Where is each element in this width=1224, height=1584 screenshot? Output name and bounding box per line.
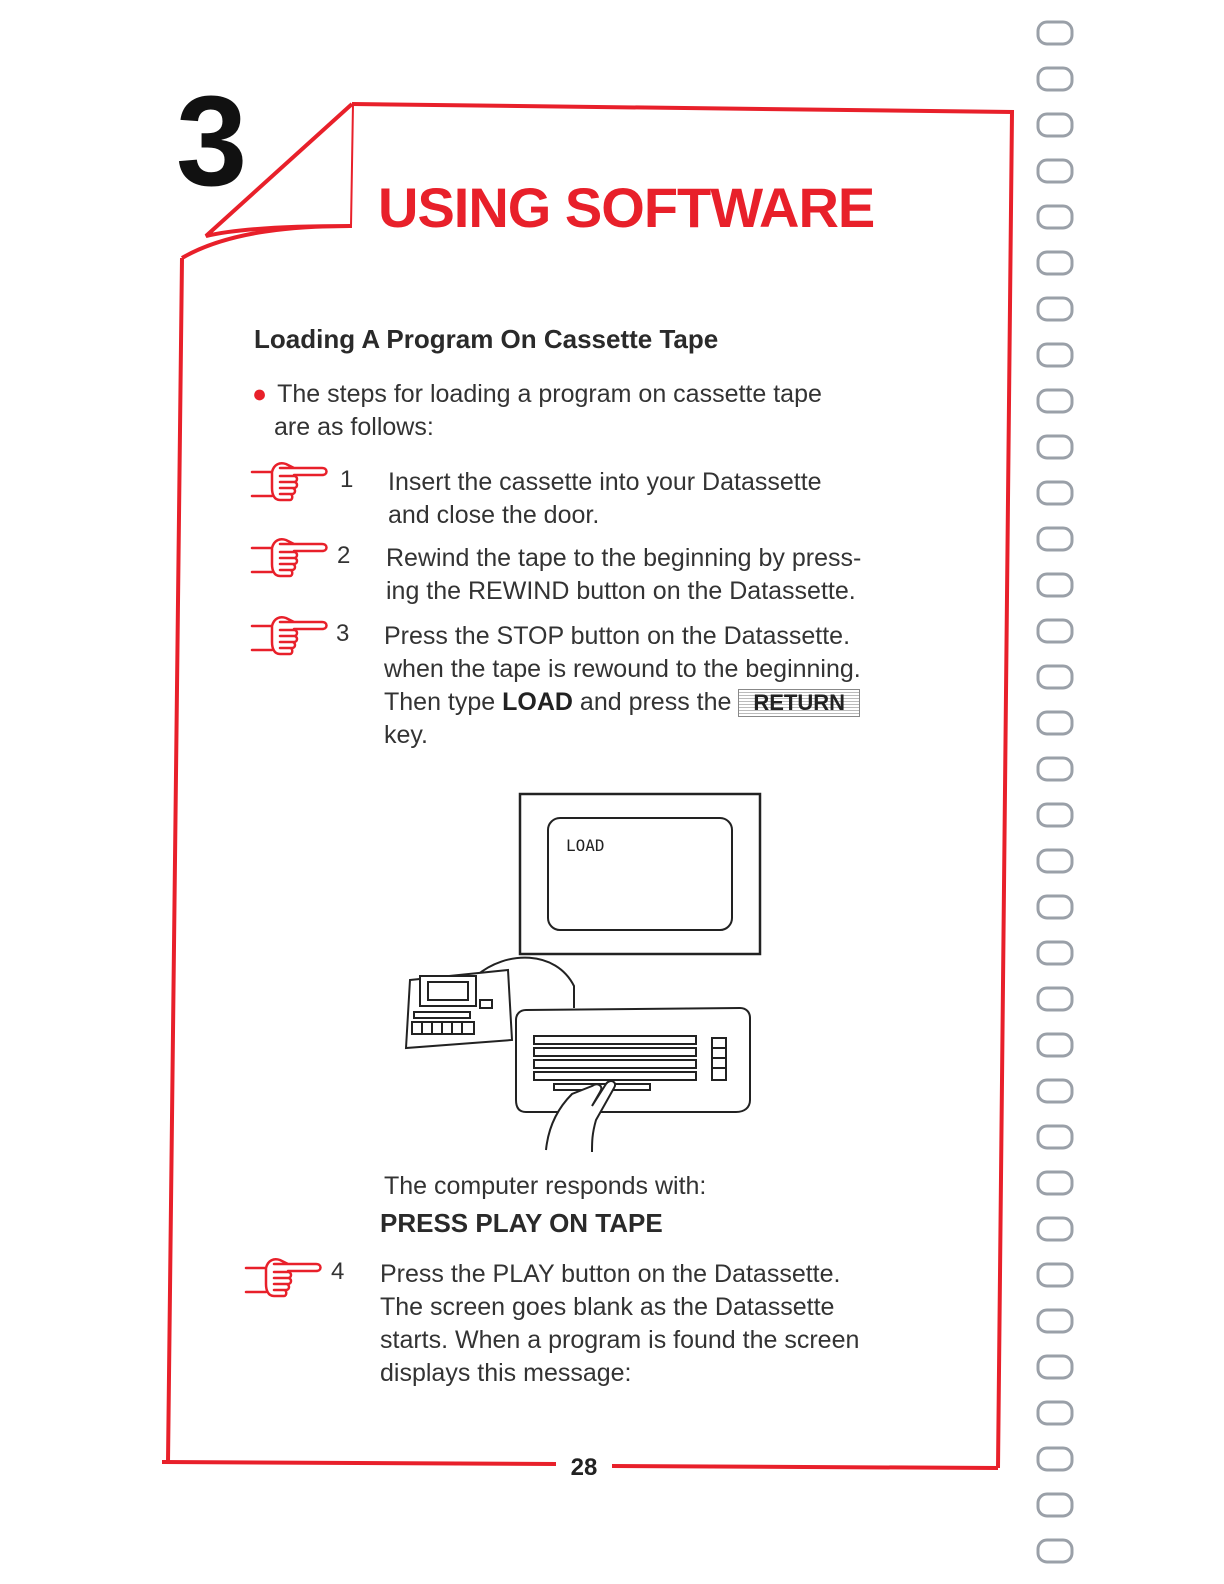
pointing-hand-icon: [250, 458, 332, 510]
step-line: Press the STOP button on the Datassette.: [384, 622, 851, 650]
step-line: starts. When a program is found the screen: [380, 1326, 860, 1354]
step-line: when the tape is rewound to the beginning.: [384, 655, 861, 683]
load-command: LOAD: [502, 688, 573, 716]
monitor-screen: [548, 818, 732, 930]
step-line: Rewind the tape to the beginning by press-: [386, 544, 862, 572]
step-number: 2: [337, 542, 351, 569]
step-line: ing the REWIND button on the Datassette.: [386, 577, 856, 605]
keyboard: [516, 1008, 750, 1112]
step-line: key.: [384, 721, 428, 749]
step-line: Press the PLAY button on the Datassette.: [380, 1260, 841, 1288]
intro-line-2: are as follows:: [274, 413, 434, 441]
screen-text: LOAD: [566, 836, 605, 855]
step-text: [384, 620, 964, 752]
step-text: [380, 1258, 960, 1390]
step-line: displays this message:: [380, 1359, 632, 1387]
chapter-number: 3: [176, 70, 248, 213]
step-line-prefix: Then type: [384, 688, 496, 716]
step-line: and close the door.: [388, 501, 600, 529]
spiral-binding: [1038, 22, 1072, 1562]
response-message: PRESS PLAY ON TAPE: [380, 1208, 663, 1238]
page-number: 28: [562, 1454, 606, 1482]
step-line-mid: and press the: [579, 688, 732, 716]
step-line: Insert the cassette into your Datassette: [388, 468, 822, 496]
bullet-icon: ●: [252, 380, 268, 408]
chapter-title: USING SOFTWARE: [378, 176, 875, 239]
pointing-hand-icon: [244, 1254, 326, 1306]
section-heading: Loading A Program On Cassette Tape: [254, 324, 719, 354]
computer-illustration: [396, 790, 776, 1160]
step-line: [384, 686, 964, 719]
step-text: [388, 466, 948, 532]
step-number: 1: [340, 466, 354, 493]
intro-line-1: The steps for loading a program on cassette tape: [277, 380, 822, 408]
intro-paragraph: [252, 378, 932, 444]
response-text: The computer responds with:: [384, 1172, 707, 1200]
pointing-hand-icon: [250, 612, 332, 664]
return-key-cap: RETURN: [738, 689, 860, 717]
datassette: [406, 970, 512, 1048]
step-line: The screen goes blank as the Datassette: [380, 1293, 835, 1321]
step-text: [386, 542, 946, 608]
step-number: 4: [331, 1258, 345, 1285]
step-number: 3: [336, 620, 350, 647]
pointing-hand-icon: [250, 534, 332, 586]
